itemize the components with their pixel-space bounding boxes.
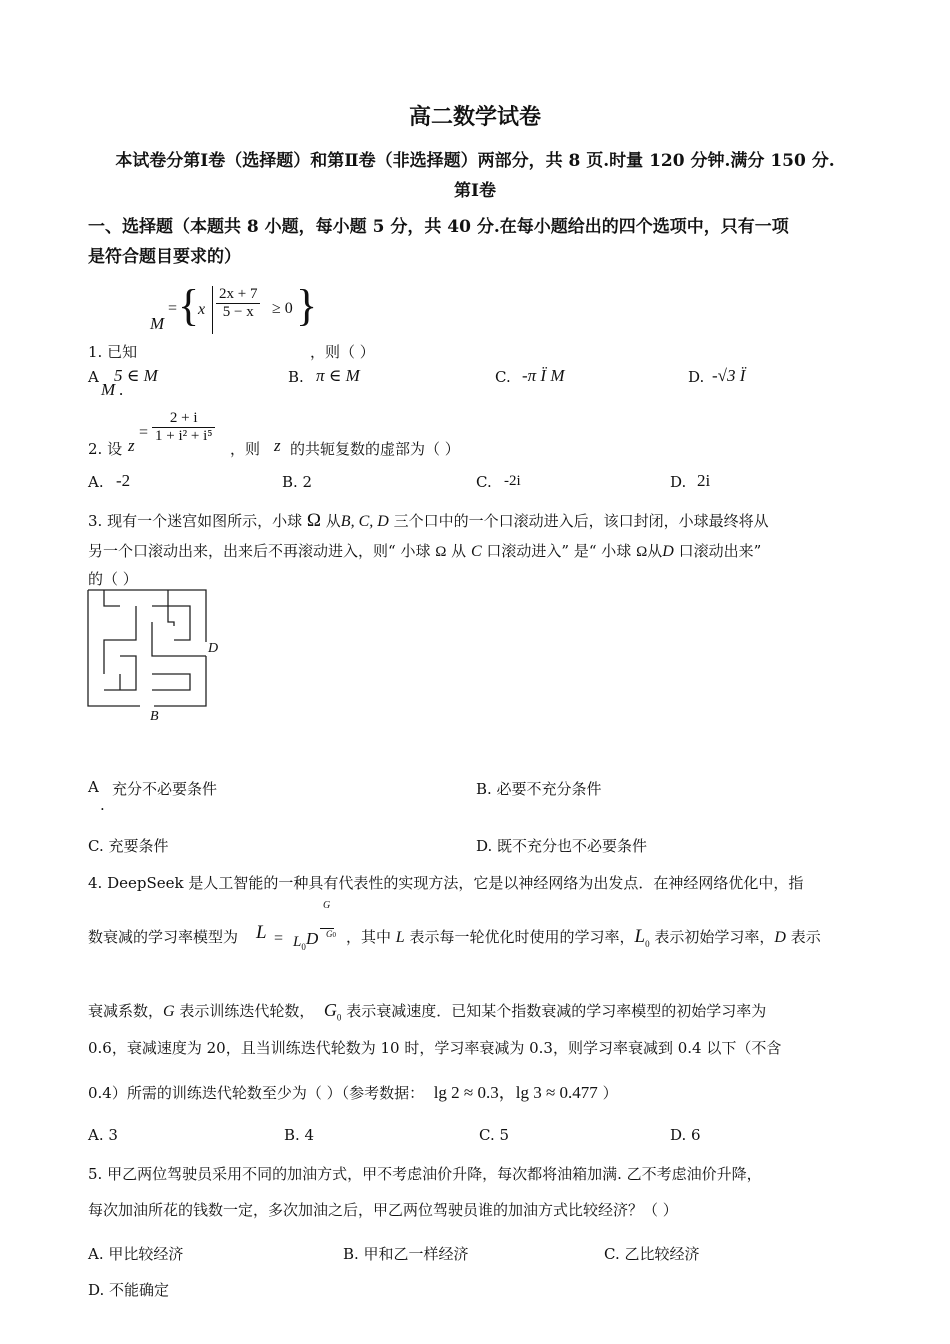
q4-line3-b: 表示训练迭代轮数， [179,1002,315,1020]
maze-wall [88,590,140,706]
q2-numerator: 2 + i [152,410,215,428]
q4-option-a[interactable]: A. 3 [88,1126,118,1144]
q1-option-a[interactable]: 5 ∈ M [114,366,158,385]
q4-option-b[interactable]: B. 4 [284,1126,315,1144]
q3-line1 [88,510,769,532]
q4-reference-data: lg 2 ≈ 0.3，lg 3 ≈ 0.477 [433,1083,598,1102]
q4-line2-e: 表示 [790,928,821,946]
q3-option-a-dot: . [100,796,105,814]
q2-option-a-label[interactable]: A. [88,473,104,491]
q4-line2-c: 表示每一轮优化时使用的学习率， [409,928,635,946]
q5-option-b[interactable]: B. 甲和乙一样经济 [343,1245,469,1263]
q4-exponent-numerator: G [323,900,331,911]
part-heading: 第Ⅰ卷 [454,181,496,201]
q1-option-d[interactable]: -√3 Ï [712,366,746,385]
q3-option-c[interactable]: C. 充要条件 [88,837,169,855]
q3-line2-omega: Ω [435,544,447,560]
q4-formula-l0: $L_0$ [293,934,306,952]
q1-option-a-label[interactable]: A [88,368,99,386]
q3-line3: 的（ ） [88,570,138,588]
q3-line2-e: 口滚动出来” [678,542,762,560]
q3-line1-c: 三个口中的一个口滚动进入后，该口封闭，小球最终将从 [393,512,769,530]
q2-option-d-label[interactable]: D. [670,473,687,491]
q3-line2-b: 从 [451,542,467,560]
q4-line3-c: 表示衰减速度．已知某个指数衰减的学习率模型的初始学习率为 [346,1002,767,1020]
exam-intro: 本试卷分第Ⅰ卷（选择题）和第Ⅱ卷（非选择题）两部分，共 8 页.时量 120 分钟.满分 150 分. [115,151,835,171]
q4-line2-l: L [395,929,405,946]
q4-option-c[interactable]: C. 5 [479,1126,510,1144]
q1-option-c[interactable]: -π Ï M [522,366,565,385]
q4-line5-b: ） [602,1084,618,1102]
q4-line1: 4. DeepSeek 是人工智能的一种具有代表性的实现方法，它是以神经网络为出发点．在神经网络优化中，指 [88,874,804,892]
maze-wall [152,674,190,690]
maze-wall [154,656,206,706]
maze-wall [104,606,136,674]
q5-option-c[interactable]: C. 乙比较经济 [604,1245,700,1263]
q2-option-a[interactable]: -2 [116,471,131,490]
q2-stem-b: ，则 [230,440,261,458]
q1-set-denominator: 5 − x [222,304,254,320]
q1-set-relation: ≥ 0 [272,300,293,317]
maze-wall [152,606,190,640]
q1-option-c-label[interactable]: C. [495,368,511,386]
q3-line2-c: 口滚动进入” 是“ 小球 [486,542,632,560]
q4-line3 [88,1000,766,1023]
q1-option-d-label[interactable]: D. [688,368,705,386]
q3-line1-b: 从 [325,512,341,530]
q1-set-fraction [216,286,260,321]
q2-denominator: 1 + i² + i⁵ [155,428,213,444]
q1-option-b[interactable]: π ∈ M [316,366,360,385]
q3-line2-d-var: D [662,543,674,560]
q4-line4: 0.6，衰减速度为 20，且当训练迭代轮数为 10 时，学习率衰减为 0.3，则学习率衰减到 0.4 以下（不含 [88,1039,782,1057]
maze-label-d: D [208,641,219,656]
q5-option-d[interactable]: D. 不能确定 [88,1281,170,1299]
q2-var2: z [274,436,281,455]
maze-wall [104,590,120,606]
q4-formula-eq: = [274,930,284,947]
q3-option-d[interactable]: D. 既不充分也不必要条件 [476,837,648,855]
section-heading-line2: 是符合题目要求的） [88,247,241,267]
q4-line2-b: ，其中 [346,928,392,946]
maze-wall [152,622,206,656]
q2-stem-a: 2. 设 [88,440,123,458]
q2-fraction [152,410,215,445]
q4-formula-l: L [256,922,267,943]
q1-option-b-label[interactable]: B. [288,368,304,386]
q3-line2 [88,540,761,561]
q4-exponent-denominator: G0 [326,929,336,939]
q5-line2: 每次加油所花的钱数一定，多次加油之后，甲乙两位驾驶员谁的加油方式比较经济？（ ） [88,1201,678,1219]
maze-figure [84,586,234,722]
q4-option-d[interactable]: D. 6 [670,1126,701,1144]
q4-line2-l0: $L_0$ [634,926,650,949]
q2-eq: = [139,424,149,441]
q4-line3-g: G [163,1003,175,1020]
q3-option-b[interactable]: B. 必要不充分条件 [476,780,602,798]
q5-line1: 5. 甲乙两位驾驶员采用不同的加油方式，甲不考虑油价升降，每次都将油箱加满. 乙不考虑油价升降， [88,1165,762,1183]
q3-points: B, C, D [340,513,389,530]
q1-set-var: x [198,301,206,318]
q2-option-d[interactable]: 2i [697,471,711,490]
q1-set-numerator: 2x + 7 [216,286,260,304]
maze-wall [88,590,206,642]
page-title: 高二数学试卷 [408,104,541,130]
q1-stem-b: ，则（ ） [310,343,375,361]
q4-line2-a: 数衰减的学习率模型为 [88,928,239,946]
q1-set-lhs: M [150,314,165,333]
q2-option-c-label[interactable]: C. [476,473,492,491]
q4-line2-dvar: D [774,929,786,946]
q4-line5 [88,1078,618,1103]
q3-line2-omega2: Ω [636,544,648,560]
q3-line1-a: 3. 现有一个迷宫如图所示，小球 [88,512,303,530]
maze-label-b: B [150,709,159,722]
q3-option-a-label[interactable]: A [88,778,99,796]
q2-stem-c: 的共轭复数的虚部为（ ） [290,440,460,458]
q2-option-c[interactable]: -2i [504,473,521,489]
q5-option-a[interactable]: A. 甲比较经济 [88,1245,184,1263]
section-heading-line1: 一、选择题（本题共 8 小题，每小题 5 分，共 40 分.在每小题给出的四个选项中，只有一项 [88,217,789,237]
q3-omega: Ω [306,510,321,531]
q2-var: z [128,436,135,455]
q4-line3-g0: $G_0$ [323,1000,342,1023]
q4-formula-d: D [306,929,319,948]
q1-stem-a: 1. 已知 [88,343,138,361]
q4-line5-a: 0.4）所需的训练迭代轮数至少为（ ）（参考数据： [88,1084,425,1102]
q4-line2-d: 表示初始学习率， [654,928,775,946]
q4-line2 [346,926,821,949]
maze-wall [168,606,174,626]
q3-line2-c-var: C [470,543,482,560]
q4-line3-a: 衰减系数， [88,1002,164,1020]
q3-line2-a: 另一个口滚动出来，出来后不再滚动进入，则“ 小球 [88,542,431,560]
q3-line2-d: 从 [647,542,663,560]
q1-option-a-tail: M . [101,380,124,399]
q2-option-b[interactable]: B. 2 [282,473,313,491]
q3-option-a[interactable]: 充分不必要条件 [112,780,218,798]
